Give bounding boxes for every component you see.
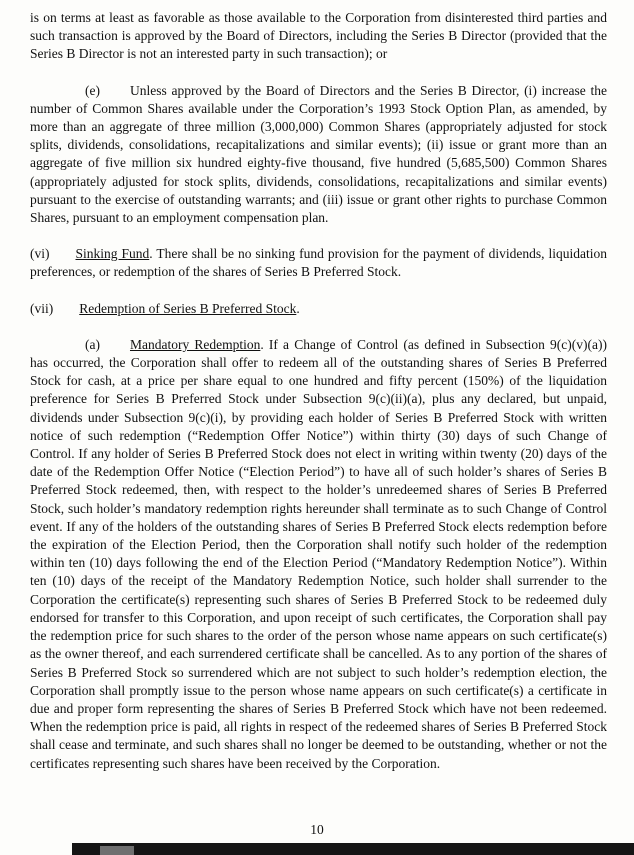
clause-e-text: Unless approved by the Board of Directors and the Series B Director, (i) increase the number of Common Shares available under the Corporation’s 1993 Stock Option Plan, as amended, by more than an aggregate of three million (3,000,000) Common Shares (appropriately adjusted for stock splits, dividends, consolidations, recapitalizations and similar events); (ii) issue or grant more than an aggregate of five million six hundred eighty-five thousand, five hundred (5,685,500) Common Shares (appropriately adjusted for stock splits, dividends, consolidations, recapitalizations and similar events) pursuant to the exercise of outstanding warrants; and (iii) issue or grant other rights to purchase Common Shares, pursuant to an employment compensation plan. bbox=[30, 82, 607, 226]
paragraph-clause-vii bbox=[30, 300, 607, 318]
clause-e-label: (e) bbox=[85, 82, 100, 98]
page-number: 10 bbox=[310, 821, 324, 837]
clause-vii-label: (vii) bbox=[30, 300, 54, 316]
paragraph-continuation bbox=[30, 9, 607, 64]
clause-a-label: (a) bbox=[85, 336, 100, 352]
paragraph-clause-a bbox=[30, 336, 607, 773]
clause-vi-label: (vi) bbox=[30, 246, 50, 262]
clause-vii-text: . bbox=[296, 300, 300, 316]
clause-a-text: . If a Change of Control (as defined in Subsection 9(c)(v)(a)) has occurred, the Corporation shall offer to redeem all of the outstanding shares of Series B Preferred Stock for cash, at a price per share equal to one hundred and fifty percent (150%) of the liquidation preference for Series B Preferred Stock under Subsection 9(c)(ii)(a), plus any declared, but unpaid, dividends under Subsection 9(c)(i), by providing each holder of Series B Preferred Stock with written notice of such redemption (“Redemption Offer Notice”) within thirty (30) days of such Change of Control. If any holder of Series B Preferred Stock does not elect in writing within twenty (20) days of the date of the Redemption Offer Notice (“Election Period”) to have all of such holder’s shares of Series B Preferred Stock redeemed, then, with respect to the holder’s unredeemed shares of Series B Preferred Stock, such holder’s mandatory redemption rights hereunder shall terminate as to such Change of Control event. If any of the holders of the outstanding shares of Series B Preferred Stock elects redemption before the expiration of the Election Period, then the Corporation shall notify such holder of the redemption within ten (10) days following the end of the Election Period (“Mandatory Redemption Notice”). Within ten (10) days of the receipt of the Mandatory Redemption Notice, such holder shall surrender to the Corporation the certificate(s) representing such shares of Series B Preferred Stock to be redeemed duly endorsed for transfer to this Corporation, and upon receipt of such certificates, the Corporation shall pay the redemption price for such shares to the order of the person whose name appears on such certificate(s) as the owner thereof, and each surrendered certificate shall be cancelled. As to any portion of the shares of Series B Preferred Stock so surrendered which are not subject to such holder’s redemption election, the Corporation shall promptly issue to the person whose name appears on such certificate(s) a certificate in due and proper form representing the shares of Series B Preferred Stock which have not been redeemed. When the redemption price is paid, all rights in respect of the redeemed shares of Series B Preferred Stock shall cease and terminate, and such shares shall no longer be deemed to be outstanding, whether or not the certificates representing such shares have been received by the Corporation. bbox=[30, 336, 607, 771]
scan-artifact-bar bbox=[72, 843, 634, 855]
paragraph-clause-vi bbox=[30, 245, 607, 281]
clause-a-heading: Mandatory Redemption bbox=[129, 336, 261, 352]
paragraph-clause-e bbox=[30, 82, 607, 228]
clause-vii-heading: Redemption of Series B Preferred Stock bbox=[79, 300, 297, 316]
clause-vi-text: . There shall be no sinking fund provision for the payment of dividends, liquidation preferences, or redemption of the shares of Series B Preferred Stock. bbox=[30, 246, 607, 280]
scan-artifact-notch bbox=[100, 846, 134, 855]
paragraph-text: is on terms at least as favorable as those available to the Corporation from disinterested third parties and such transaction is approved by the Board of Directors, including the Series B Director (provided that the Series B Director is not an interested party in such transaction); or bbox=[30, 10, 607, 62]
clause-vi-heading: Sinking Fund bbox=[75, 246, 150, 262]
